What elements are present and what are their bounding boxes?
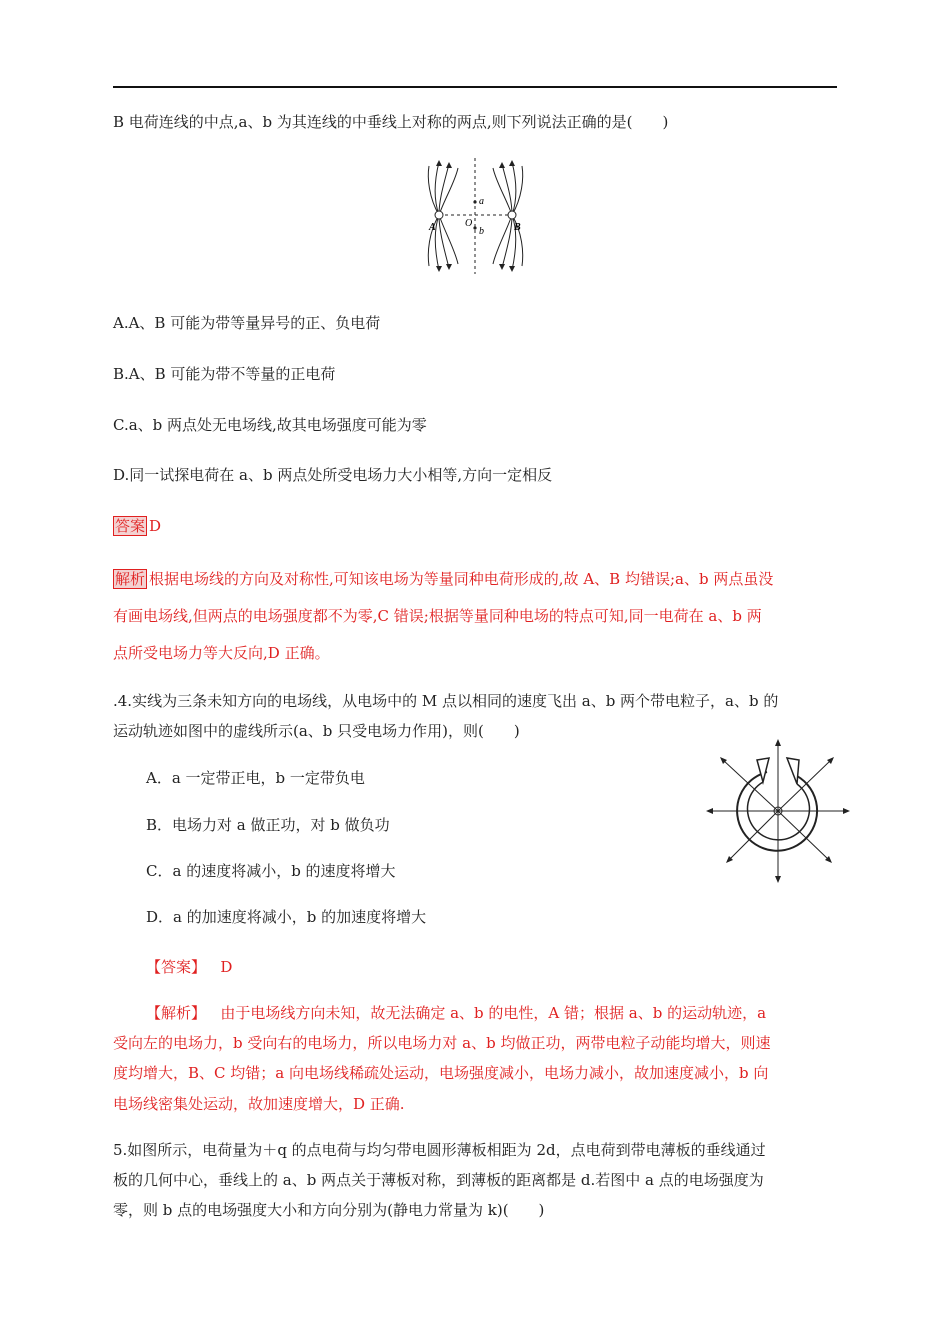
q3-analysis-line-1 [113, 569, 773, 589]
q4-option-a: A．a 一定带正电，b 一定带负电 [146, 769, 365, 787]
q4-option-d: D．a 的加速度将减小，b 的加速度将增大 [146, 908, 427, 926]
q4-analysis-line-4: 电场线密集处运动，故加速度增大，D 正确. [113, 1095, 405, 1113]
q4-analysis-label: 【解析】 [146, 1004, 207, 1022]
q5-stem-line-1: 5.如图所示，电荷量为＋q 的点电荷与均匀带电圆形薄板相距为 2d，点电荷到带电薄板的垂线通过 [113, 1141, 766, 1159]
q4-option-b: B．电场力对 a 做正功，对 b 做负功 [146, 816, 390, 834]
answer-value: D [149, 517, 162, 535]
q4-analysis-line-1 [146, 1003, 766, 1023]
label-A: A [429, 222, 436, 233]
analysis-tag: 解析 [115, 570, 146, 588]
q3-option-c: C.a、b 两点处无电场线,故其电场强度可能为零 [113, 416, 427, 434]
q4-answer-label: 【答案】 [146, 958, 207, 976]
q4-stem-line-2: 运动轨迹如图中的虚线所示(a、b 只受电场力作用)，则( ) [113, 722, 520, 740]
label-B: B [514, 222, 521, 233]
q4-answer-value: D [220, 958, 233, 976]
q5-stem-line-3: 零，则 b 点的电场强度大小和方向分别为(静电力常量为 k)( ) [113, 1201, 545, 1219]
answer-tag: 答案 [115, 517, 146, 535]
q4-answer [146, 957, 232, 977]
header-rule [113, 86, 837, 88]
q4-analysis-text-1: 由于电场线方向未知，故无法确定 a、b 的电性，A 错；根据 a、b 的运动轨迹，a [220, 1004, 767, 1022]
label-a: a [479, 196, 484, 207]
equal-charges-field-figure [425, 158, 525, 274]
q3-analysis-line-3: 点所受电场力等大反向,D 正确。 [113, 644, 330, 662]
q3-option-a: A.A、B 可能为带等量异号的正、负电荷 [113, 314, 381, 332]
radial-field-figure [705, 738, 851, 884]
q4-option-c: C．a 的速度将减小，b 的速度将增大 [146, 862, 396, 880]
label-O: O [465, 218, 473, 229]
q3-analysis-line-2: 有画电场线,但两点的电场强度都不为零,C 错误;根据等量同种电场的特点可知,同一电荷在 a、b 两 [113, 607, 762, 625]
q3-stem: B 电荷连线的中点,a、b 为其连线的中垂线上对称的两点,则下列说法正确的是( ) [113, 113, 669, 131]
label-b: b [479, 226, 484, 237]
q3-option-b: B.A、B 可能为带不等量的正电荷 [113, 365, 336, 383]
analysis-text-1: 根据电场线的方向及对称性,可知该电场为等量同种电荷形成的,故 A、B 均错误;a、b 两点虽没 [149, 570, 774, 588]
q5-stem-line-2: 板的几何中心，垂线上的 a、b 两点关于薄板对称，到薄板的距离都是 d.若图中 a 点的电场强度为 [113, 1171, 764, 1189]
q4-analysis-line-2: 受向左的电场力，b 受向右的电场力，所以电场力对 a、b 均做正功，两带电粒子动能均增大，则速 [113, 1034, 771, 1052]
q3-option-d: D.同一试探电荷在 a、b 两点处所受电场力大小相等,方向一定相反 [113, 466, 553, 484]
q3-answer [113, 516, 161, 536]
q4-analysis-line-3: 度均增大，B、C 均错；a 向电场线稀疏处运动，电场强度减小，电场力减小，故加速度减小，b 向 [113, 1064, 769, 1082]
q4-stem-line-1: .4.实线为三条未知方向的电场线，从电场中的 M 点以相同的速度飞出 a、b 两个带电粒子，a、b 的 [113, 692, 779, 710]
